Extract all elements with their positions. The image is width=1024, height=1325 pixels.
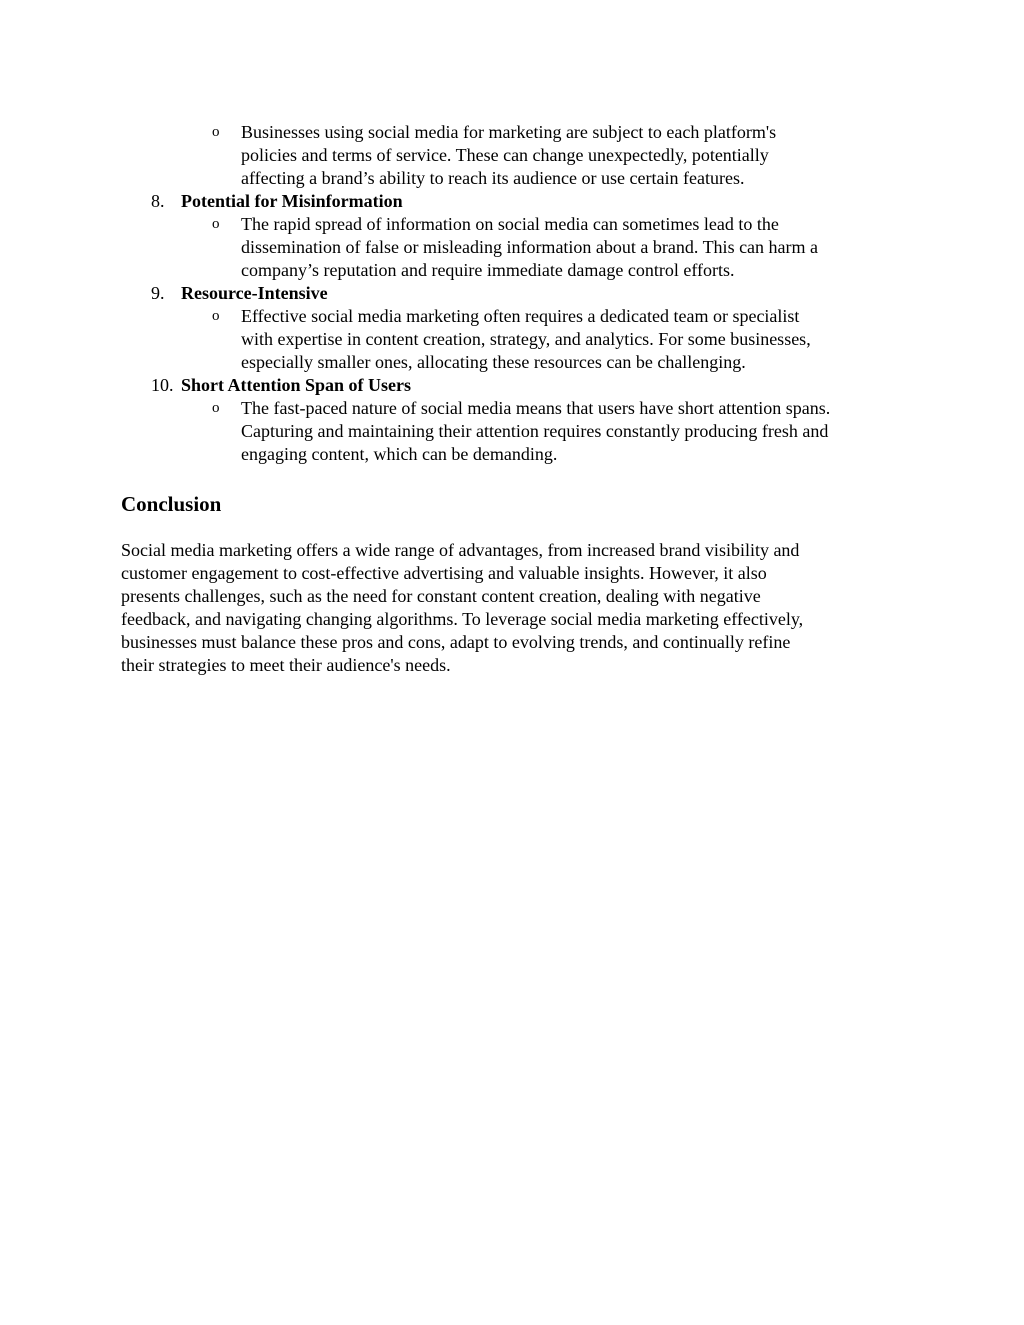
paragraph-line: presents challenges, such as the need for constant content creation, dealing with negative <box>121 586 761 606</box>
paragraph-line: businesses must balance these pros and cons, adapt to evolving trends, and continually refine <box>121 632 791 652</box>
list-sub-line: The fast-paced nature of social media means that users have short attention spans. <box>241 398 831 418</box>
list-sub-line: dissemination of false or misleading information about a brand. This can harm a <box>241 237 819 257</box>
list-sub-line: policies and terms of service. These can change unexpectedly, potentially <box>241 145 769 165</box>
list-item-title: Short Attention Span of Users <box>181 375 412 395</box>
paragraph-line: their strategies to meet their audience's needs. <box>121 655 451 675</box>
list-bullet: o <box>212 216 220 232</box>
list-bullet: o <box>212 124 220 140</box>
list-bullet: o <box>212 400 220 416</box>
list-sub-line: with expertise in content creation, strategy, and analytics. For some businesses, <box>241 329 811 349</box>
list-sub-line: Businesses using social media for marketing are subject to each platform's <box>241 122 777 142</box>
paragraph-line: Social media marketing offers a wide range of advantages, from increased brand visibility and <box>121 540 800 560</box>
list-number: 8. <box>151 191 165 211</box>
list-sub-line: company’s reputation and require immediate damage control efforts. <box>241 260 735 280</box>
list-number: 10. <box>151 375 174 395</box>
list-item-title: Resource-Intensive <box>181 283 328 303</box>
list-sub-line: affecting a brand’s ability to reach its audience or use certain features. <box>241 168 745 188</box>
section-heading-conclusion: Conclusion <box>121 492 222 516</box>
list-sub-line: The rapid spread of information on social media can sometimes lead to the <box>241 214 779 234</box>
list-item-title: Potential for Misinformation <box>181 191 403 211</box>
list-sub-line: especially smaller ones, allocating these resources can be challenging. <box>241 352 746 372</box>
list-bullet: o <box>212 308 220 324</box>
list-number: 9. <box>151 283 165 303</box>
list-sub-line: Effective social media marketing often requires a dedicated team or specialist <box>241 306 800 326</box>
paragraph-line: customer engagement to cost-effective advertising and valuable insights. However, it also <box>121 563 767 583</box>
list-sub-line: Capturing and maintaining their attention requires constantly producing fresh and <box>241 421 829 441</box>
list-sub-line: engaging content, which can be demanding. <box>241 444 558 464</box>
paragraph-line: feedback, and navigating changing algorithms. To leverage social media marketing effectively, <box>121 609 804 629</box>
